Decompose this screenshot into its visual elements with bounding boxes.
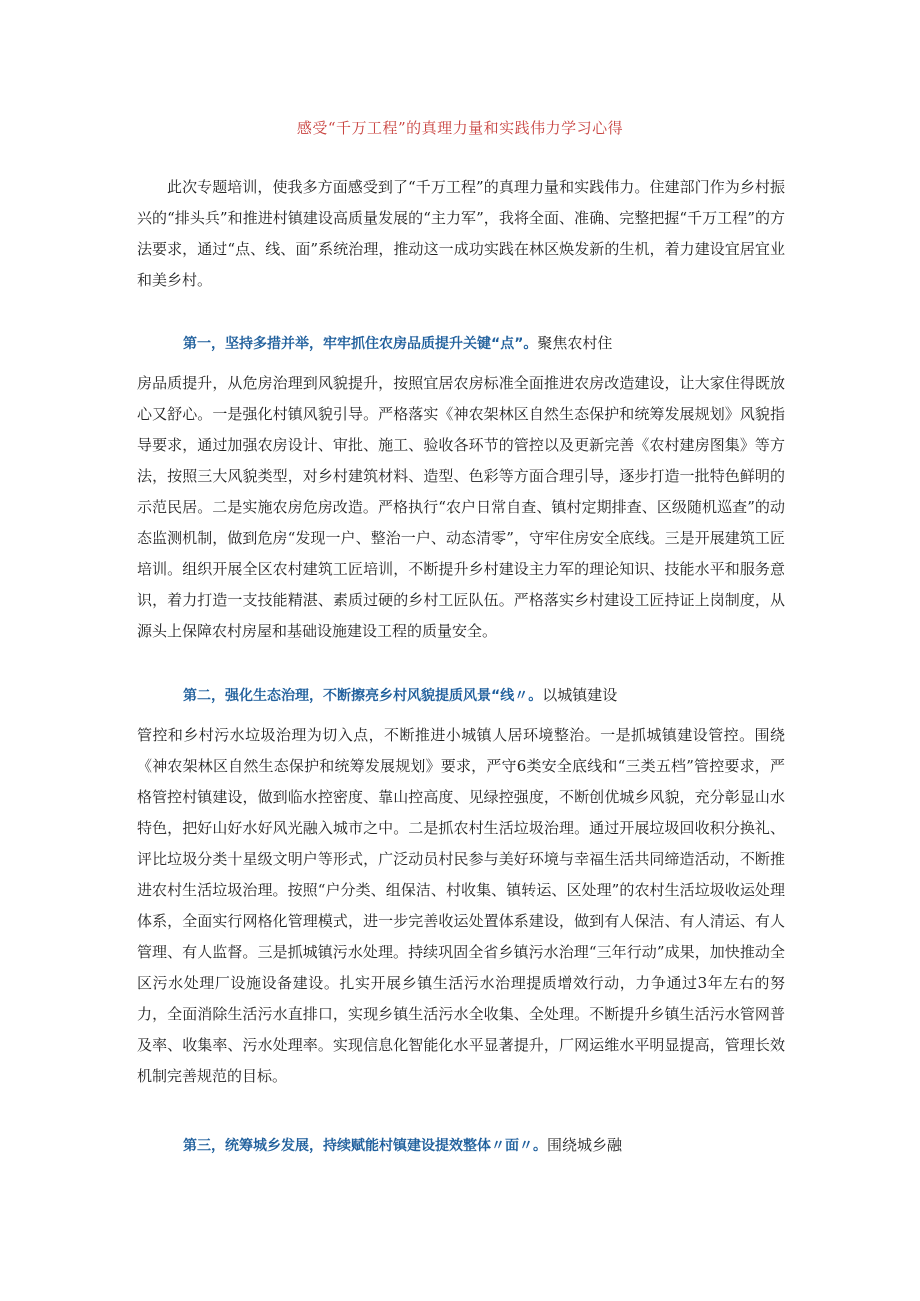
section-1-lead: 聚焦农村住 — [537, 334, 613, 352]
section-2-body: 管控和乡村污水垃圾治理为切入点，不断推进小城镇人居环境整治。一是抓城镇建设管控。围绕《神农架林区自然生态保护和统筹发展规划》要求，严守6类安全底线和“三类五档”管控要求，严格管控村镇建设，做到临水控密度、靠山控高度、见绿控强度，不断创优城乡风貌，充分彰显山水特色，把好山好水好风光融入城市之中。二是抓农村生活垃圾治理。通过开展垃圾回收积分换礼、评比垃圾分类十星级文明户等形式，广泛动员村民参与美好环境与幸福生活共同缔造活动，不断推进农村生活垃圾治理。按照“户分类、组保洁、村收集、镇转运、区处理”的农村生活垃圾收运处理体系，全面实行网格化管理模式，进一步完善收运处置体系建设，做到有人保洁、有人清运、有人管理、有人监督。三是抓城镇污水处理。持续巩固全省乡镇污水治理“三年行动”成果，加快推动全区污水处理厂设施设备建设。扎实开展乡镇生活污水治理提质增效行动，力争通过3年左右的努力，全面消除生活污水直排口，实现乡镇生活污水全收集、全处理。不断提升乡镇生活污水管网普及率、收集率、污水处理率。实现信息化智能化水平显著提升，厂网运维水平明显提高，管理长效机制完善规范的目标。 — [137, 726, 785, 1085]
section-1-body: 房品质提升，从危房治理到风貌提升，按照宜居农房标准全面推进农房改造建设，让大家住得既放心又舒心。一是强化村镇风貌引导。严格落实《神农架林区自然生态保护和统筹发展规划》风貌指导要求，通过加强农房设计、审批、施工、验收各环节的管控以及更新完善《农村建房图集》等方法，按照三大风貌类型，对乡村建筑材料、造型、色彩等方面合理引导，逐步打造一批特色鲜明的示范民居。二是实施农房危房改造。严格执行“农户日常自查、镇村定期排查、区级随机巡查”的动态监测机制，做到危房“发现一户、整治一户、动态清零”，守牢住房安全底线。三是开展建筑工匠培训。组织开展全区农村建筑工匠培训，不断提升乡村建设主力军的理论知识、技能水平和服务意识，着力打造一支技能精湛、素质过硬的乡村工匠队伍。严格落实乡村建设工匠持证上岗制度，从源头上保障农村房屋和基础设施建设工程的质量安全。 — [137, 374, 785, 640]
section-3-heading: 第三，统筹城乡发展，持续赋能村镇建设提效整体〃面〃。 — [183, 1138, 547, 1154]
section-1-heading: 第一，坚持多措并举，牢牢抓住农房品质提升关键“点”。 — [183, 336, 538, 352]
section-3-lead: 围绕城乡融 — [547, 1136, 623, 1154]
document-title: 感受“千万工程”的真理力量和实践伟力学习心得 — [296, 119, 624, 137]
intro-paragraph: 此次专题培训，使我多方面感受到了“千万工程”的真理力量和实践伟力。住建部门作为乡村振兴的“排头兵”和推进村镇建设高质量发展的“主力军”，我将全面、准确、完整把握“千万工程”的方法要求，通过“点、线、面”系统治理，推动这一成功实践在林区焕发新的生机，着力建设宜居宜业和美乡村。 — [137, 178, 785, 289]
section-2-lead: 以城镇建设 — [542, 686, 618, 704]
section-2-heading: 第二，强化生态治理，不断擦亮乡村风貌提质风景“线〃。 — [183, 688, 543, 704]
